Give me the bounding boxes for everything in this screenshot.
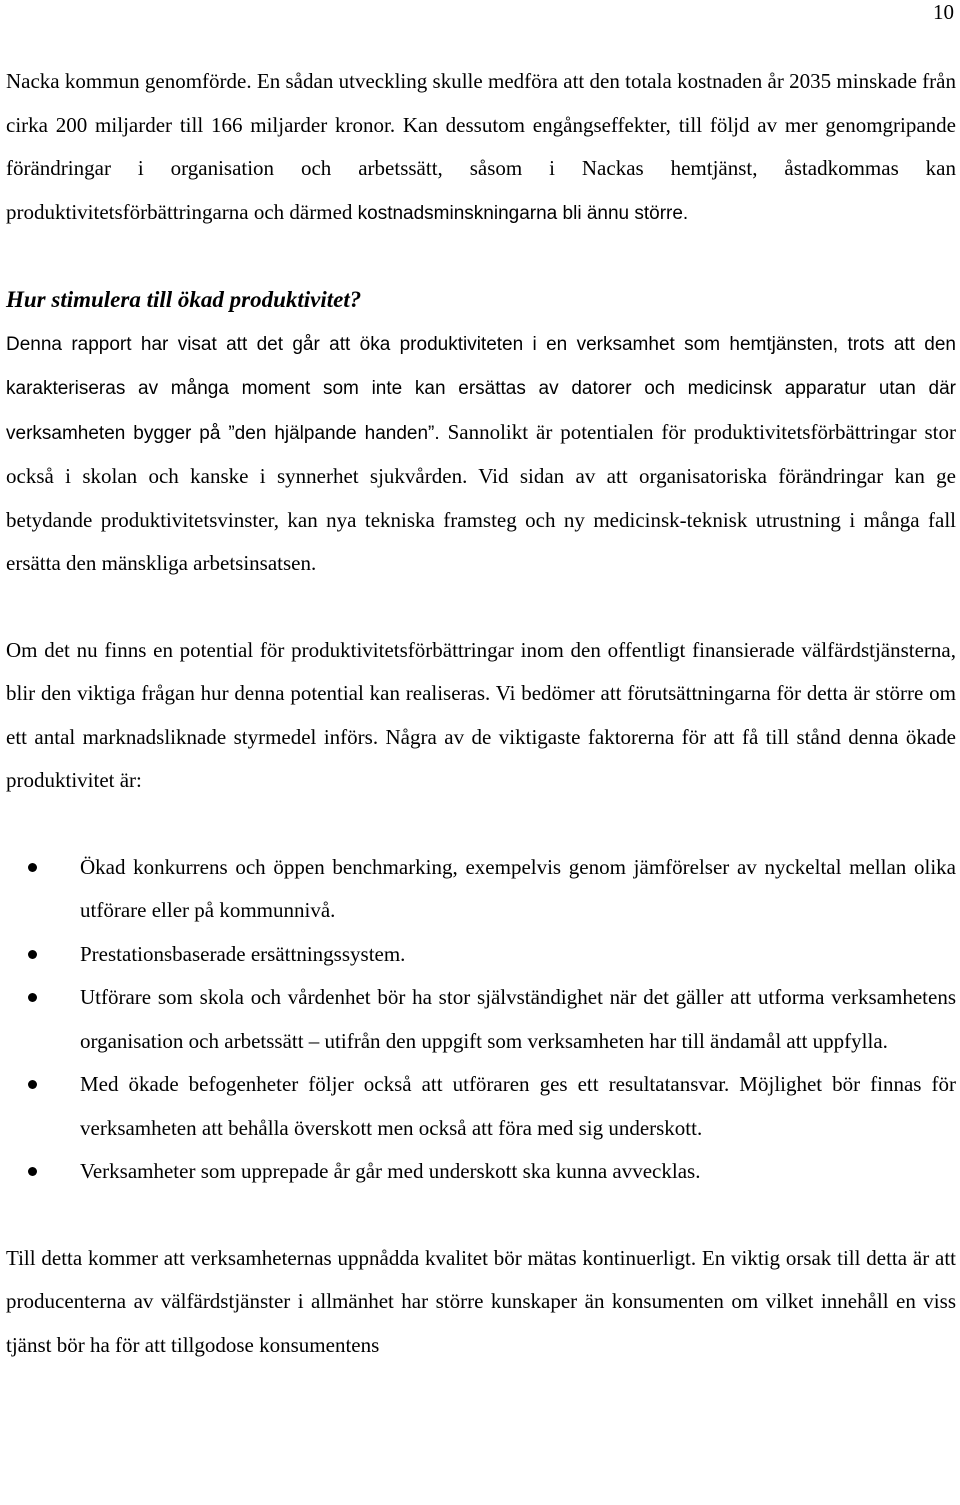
list-item [6,1150,956,1194]
spacer [6,235,956,278]
paragraph-intro-sans: kostnadsminskningarna bli ännu större. [357,202,689,224]
list-item-text: Prestationsbaserade ersättningssystem. [80,941,406,966]
bullet-icon [28,993,37,1002]
document-body [6,60,956,1367]
list-item [6,846,956,933]
bullet-icon [28,1080,37,1089]
paragraph-intro-serif: Nacka kommun genomförde. En sådan utveckling skulle medföra att den totala kostnaden år 2035 minskade från cirka 200 miljarder till 166 miljarder kronor. Kan dessutom engångseffekter, till följd av mer genomgripande förändringar i organisation och arbetssätt, såsom i Nackas hemtjänst, åstadkommas kan produktivitetsförbättringarna och därmed [6,69,956,224]
spacer [6,803,956,846]
section-heading: Hur stimulera till ökad produktivitet? [6,287,362,312]
list-item [6,933,956,977]
paragraph-report-sans: Denna rapport har visat att det går att öka produktiviteten i en verksamhet som hemtjänsten, trots att den karakteriseras av många moment som inte kan ersättas av datorer och medicinsk apparatur utan där verksamheten bygger på ”den hjälpande handen”. [6,333,956,444]
list-item-text: Utförare som skola och vårdenhet bör ha stor självständighet när det gäller att utforma verksamhetens organisation och arbetssätt – utifrån den uppgift som verksamheten har till ändamål att uppfylla. [80,985,956,1053]
paragraph-potential: Om det nu finns en potential för produktivitetsförbättringar inom den offentligt finansierade välfärdstjänsterna, blir den viktiga frågan hur denna potential kan realiseras. Vi bedömer att förutsättningarna för detta är större om ett antal marknadsliknade styrmedel införs. Några av de viktigaste faktorerna för att få till stånd denna ökade produktivitet är: [6,637,956,792]
bullet-icon [28,950,37,959]
spacer [6,586,956,629]
paragraph-report [6,322,956,586]
bullet-icon [28,1167,37,1176]
list-item-text: Verksamheter som upprepade år går med underskott ska kunna avvecklas. [80,1159,701,1183]
list-item [6,1063,956,1150]
spacer [6,1194,956,1237]
paragraph-report-serif: Sannolikt är potentialen för produktivitetsförbättringar stor också i skolan och kanske i synnerhet sjukvården. Vid sidan av att organisatoriska förändringar kan ge betydande produktivitetsvinster, kan nya tekniska framsteg och ny medicinsk-teknisk utrustning i många fall ersätta den mänskliga arbetsinsatsen. [6,419,956,575]
paragraph-quality: Till detta kommer att verksamheternas uppnådda kvalitet bör mätas kontinuerligt. En viktig orsak till detta är att producenterna av välfärdstjänster i allmänhet har större kunskaper än konsumenten om vilket innehåll en viss tjänst bör ha för att tillgodose konsumentens [6,1245,956,1357]
page-number: 10 [933,0,954,24]
bullet-icon [28,863,37,872]
list-item-text: Ökad konkurrens och öppen benchmarking, exempelvis genom jämförelser av nyckeltal mellan olika utförare eller på kommunnivå. [80,854,956,922]
paragraph-intro [6,60,956,235]
list-item-text: Med ökade befogenheter följer också att utföraren ges ett resultatansvar. Möjlighet bör finnas för verksamheten att behålla överskott men också att föra med sig underskott. [80,1072,956,1140]
factor-list [6,846,956,1194]
list-item [6,976,956,1063]
